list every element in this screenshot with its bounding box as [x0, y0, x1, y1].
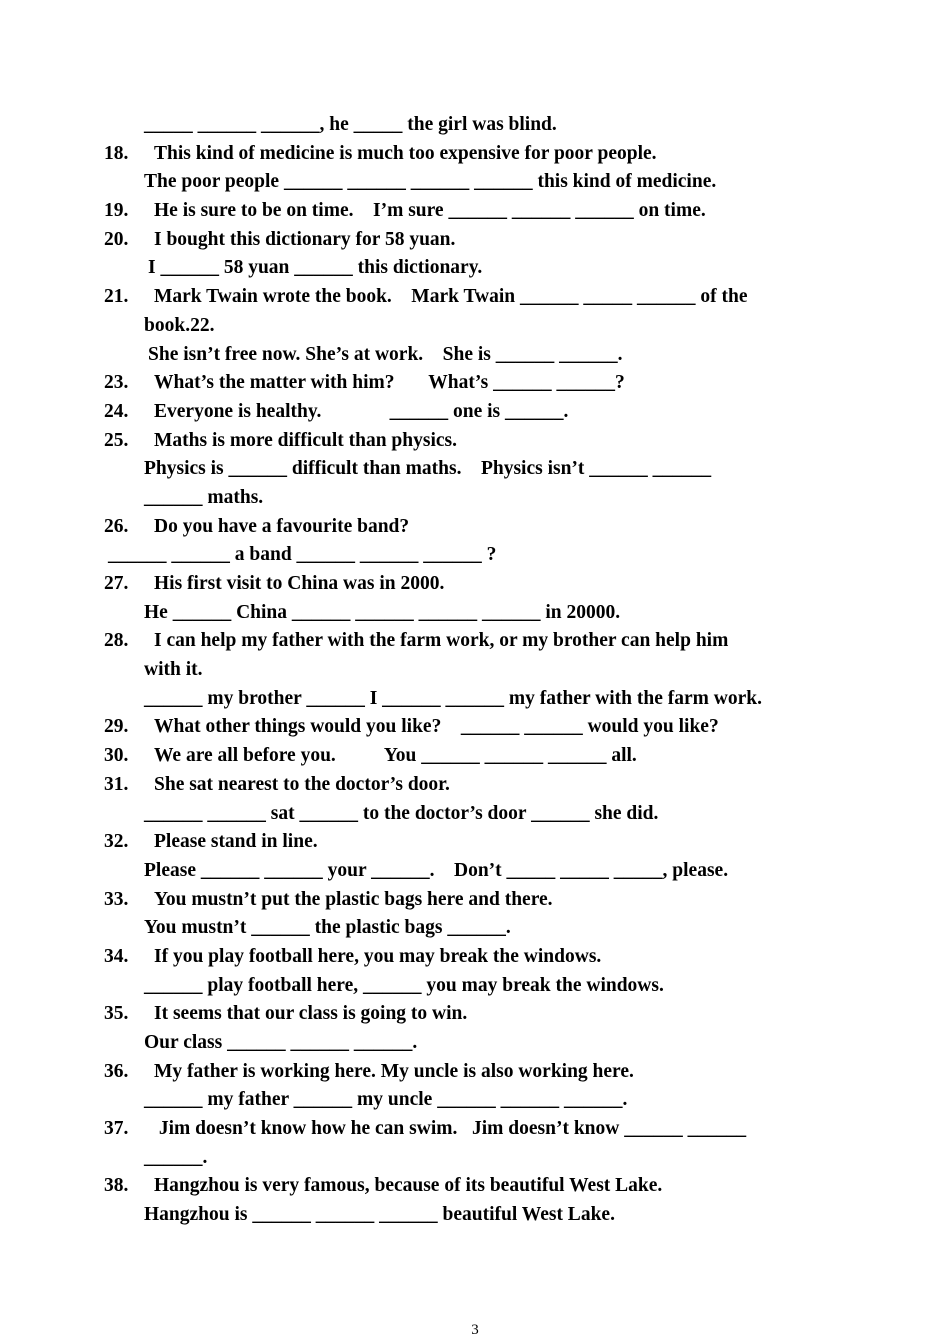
line-text: She isn’t free now. She’s at work. She is ______ ______. — [148, 343, 623, 365]
line-text: If you play football here, you may break the windows. — [154, 945, 602, 967]
line-indent — [104, 111, 144, 140]
exercise-question-line — [104, 886, 864, 915]
exercise-answer-line — [104, 800, 864, 829]
question-number: 32. — [104, 831, 129, 853]
line-indent — [104, 972, 144, 1001]
line-text: We are all before you. You ______ ______ ______ all. — [154, 745, 637, 767]
question-number: 24. — [104, 400, 129, 422]
line-text: book.22. — [144, 314, 215, 336]
line-indent — [104, 168, 144, 197]
line-text: Everyone is healthy. ______ one is ______. — [154, 400, 569, 422]
exercise-answer-line — [104, 972, 864, 1001]
exercise-question-line — [104, 943, 864, 972]
line-text: She sat nearest to the doctor’s door. — [154, 773, 450, 795]
exercise-question-line — [104, 398, 864, 427]
line-text: _____ ______ ______, he _____ the girl was blind. — [144, 114, 557, 135]
line-indent — [104, 341, 148, 370]
exercise-answer-line — [104, 1144, 864, 1173]
line-indent — [104, 1086, 144, 1115]
line-text: with it. — [144, 659, 203, 681]
line-text: My father is working here. My uncle is also working here. — [154, 1060, 634, 1082]
line-text: ______ play football here, ______ you may break the windows. — [144, 974, 664, 996]
question-number: 19. — [104, 200, 129, 222]
exercise-question-line — [104, 283, 864, 312]
exercise-question-line — [104, 1115, 864, 1144]
exercise-answer-line — [104, 111, 864, 140]
line-text: I bought this dictionary for 58 yuan. — [154, 228, 456, 250]
line-text: He is sure to be on time. I’m sure ______ ______ ______ on time. — [154, 200, 706, 222]
line-text: His first visit to China was in 2000. — [154, 573, 445, 594]
exercise-question-line — [104, 713, 864, 742]
line-text: Do you have a favourite band? — [154, 515, 410, 537]
exercise-answer-line — [104, 312, 864, 341]
line-text: ______. — [144, 1146, 208, 1168]
question-number: 35. — [104, 1003, 129, 1025]
question-number: 30. — [104, 745, 129, 767]
question-number: 18. — [104, 142, 129, 164]
line-text: What’s the matter with him? What’s ______ ______? — [154, 372, 625, 394]
line-indent — [104, 455, 144, 484]
exercise-question-line — [104, 513, 864, 542]
line-text: ______ ______ a band ______ ______ ______ ? — [108, 544, 497, 566]
exercise-question-line — [104, 369, 864, 398]
exercise-answer-line — [104, 857, 864, 886]
line-text: Mark Twain wrote the book. Mark Twain ______ _____ ______ of the — [154, 286, 748, 308]
line-text: Hangzhou is very famous, because of its beautiful West Lake. — [154, 1175, 663, 1197]
exercise-answer-line — [104, 341, 864, 370]
exercise-question-line — [104, 627, 864, 656]
exercise-question-line — [104, 140, 864, 169]
question-number: 26. — [104, 515, 129, 537]
line-indent — [104, 914, 144, 943]
exercise-answer-line — [104, 1201, 864, 1230]
question-number: 29. — [104, 716, 129, 738]
question-number: 33. — [104, 888, 129, 910]
line-text: He ______ China ______ ______ ______ ______ in 20000. — [144, 601, 621, 623]
exercise-answer-line — [104, 1029, 864, 1058]
question-number: 38. — [104, 1175, 129, 1197]
question-number: 37. — [104, 1118, 129, 1140]
line-text: Hangzhou is ______ ______ ______ beautiful West Lake. — [144, 1204, 615, 1226]
exercise-question-line — [104, 427, 864, 456]
line-text: This kind of medicine is much too expensive for poor people. — [154, 142, 657, 164]
line-indent — [104, 656, 144, 685]
page-number: 3 — [471, 1322, 479, 1338]
line-text: ______ maths. — [144, 486, 264, 508]
line-text: I can help my father with the farm work, or my brother can help him — [154, 630, 729, 652]
exercise-question-line — [104, 226, 864, 255]
line-indent — [104, 1144, 144, 1173]
exercise-list — [104, 111, 864, 1230]
exercise-question-line — [104, 1058, 864, 1087]
question-number: 31. — [104, 773, 129, 795]
line-indent — [104, 685, 144, 714]
exercise-question-line — [104, 570, 864, 599]
question-number: 20. — [104, 228, 129, 250]
exercise-answer-line — [104, 685, 864, 714]
line-text: Physics is ______ difficult than maths. Physics isn’t ______ ______ — [144, 458, 712, 480]
line-text: What other things would you like? ______ ______ would you like? — [154, 716, 719, 738]
line-indent — [104, 857, 144, 886]
exercise-answer-line — [104, 656, 864, 685]
exercise-answer-line — [104, 254, 864, 283]
exercise-question-line — [104, 828, 864, 857]
exercise-question-line — [104, 1000, 864, 1029]
line-indent — [104, 484, 144, 513]
line-text: ______ my brother ______ I ______ ______ my father with the farm work. — [144, 687, 762, 709]
line-text: Jim doesn’t know how he can swim. Jim doesn’t know ______ ______ — [154, 1118, 747, 1140]
exercise-answer-line — [104, 599, 864, 628]
question-number: 21. — [104, 286, 129, 308]
exercise-question-line — [104, 1172, 864, 1201]
question-number: 36. — [104, 1060, 129, 1082]
exercise-answer-line — [104, 914, 864, 943]
line-text: ______ my father ______ my uncle ______ ______ ______. — [144, 1089, 628, 1111]
question-number: 28. — [104, 630, 129, 652]
question-number: 25. — [104, 429, 129, 451]
exercise-question-line — [104, 197, 864, 226]
line-indent — [104, 254, 148, 283]
line-text: ______ ______ sat ______ to the doctor’s door ______ she did. — [144, 802, 659, 824]
exercise-answer-line — [104, 168, 864, 197]
line-text: Please stand in line. — [154, 831, 318, 853]
line-indent — [104, 1201, 144, 1230]
line-indent — [104, 312, 144, 341]
question-number: 23. — [104, 372, 129, 394]
line-text: You mustn’t ______ the plastic bags ______. — [144, 917, 511, 939]
exercise-question-line — [104, 771, 864, 800]
line-text: Maths is more difficult than physics. — [154, 429, 457, 451]
question-number: 34. — [104, 945, 129, 967]
exercise-answer-line — [104, 541, 864, 570]
line-text: Please ______ ______ your ______. Don’t _____ _____ _____, please. — [144, 859, 729, 881]
line-text: You mustn’t put the plastic bags here and there. — [154, 888, 553, 910]
line-text: It seems that our class is going to win. — [154, 1003, 468, 1025]
line-indent — [104, 800, 144, 829]
exercise-answer-line — [104, 455, 864, 484]
exercise-answer-line — [104, 1086, 864, 1115]
line-text: The poor people ______ ______ ______ ______ this kind of medicine. — [144, 171, 717, 193]
exercise-answer-line — [104, 484, 864, 513]
line-indent — [104, 599, 144, 628]
line-text: Our class ______ ______ ______. — [144, 1032, 418, 1053]
exercise-question-line — [104, 742, 864, 771]
line-text: I ______ 58 yuan ______ this dictionary. — [148, 257, 483, 279]
question-number: 27. — [104, 573, 129, 594]
line-indent — [104, 1029, 144, 1058]
